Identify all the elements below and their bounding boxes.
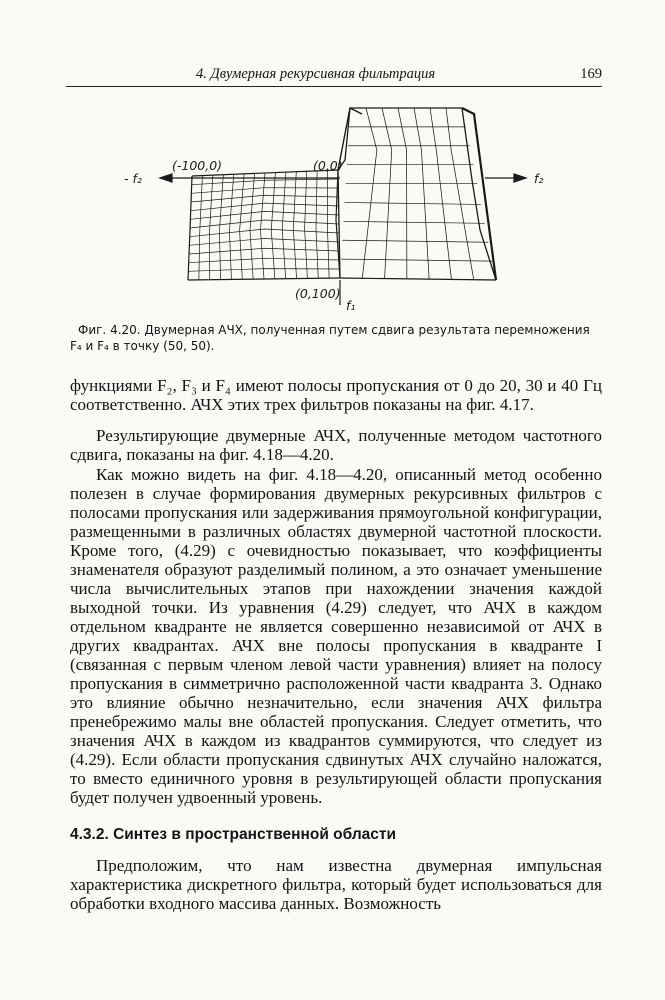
mesh-edge <box>271 173 275 279</box>
label-point-left: (-100,0) <box>172 158 223 173</box>
mesh-edge <box>188 269 340 272</box>
mesh-edge <box>191 188 338 194</box>
label-minus-f2: - f₂ <box>124 171 142 186</box>
running-head: 4. Двумерная рекурсивная фильтрация <box>196 66 436 82</box>
page-number: 169 <box>580 66 602 82</box>
mesh-edge <box>398 108 407 279</box>
mesh-edge <box>462 108 496 280</box>
mesh-edge <box>446 108 474 280</box>
page-header <box>66 66 602 87</box>
figure-3d-frequency-response <box>100 100 570 320</box>
mesh-edge <box>190 220 339 228</box>
label-f2: f₂ <box>534 171 544 186</box>
arrow-right-icon <box>514 174 526 182</box>
mesh-edge <box>340 278 496 280</box>
axes <box>160 174 526 305</box>
paragraph: функциями F₂, F₃ и F₄ имеют полосы пропускания от 0 до 20, 30 и 40 Гц соответственно. АЧХ этих трех фильтров показаны на фиг. 4.17. <box>70 376 602 414</box>
mesh-line <box>341 259 492 261</box>
mesh-edge <box>199 176 203 280</box>
mesh-edge <box>362 108 377 278</box>
mesh-edge <box>261 173 266 279</box>
mesh-edge <box>192 179 339 185</box>
mesh-edge <box>219 175 223 280</box>
label-point-origin: (0,0) <box>313 158 343 173</box>
paragraph: Предположим, что нам известна двумерная импульсная характеристика дискретного фильтра, который будет использоваться для обработки входного массива данных. Возможность <box>70 856 602 913</box>
figure-caption: Фиг. 4.20. Двумерная АЧХ, полученная путем сдвига результата перемножения F₄ и F₄ в точку (50, 50). <box>70 323 590 353</box>
mesh-edge <box>327 170 329 278</box>
mesh-edge <box>305 171 308 278</box>
mesh-line <box>342 240 488 242</box>
mesh-edge <box>430 108 451 279</box>
surface-mesh <box>188 108 496 280</box>
label-f1: f₁ <box>346 298 356 313</box>
figure-labels <box>124 158 543 313</box>
mesh-edge <box>250 173 255 279</box>
mesh-edge <box>210 175 213 280</box>
mesh-edge <box>462 108 496 280</box>
section-heading: 4.3.2. Синтез в пространственной области <box>70 826 397 843</box>
label-point-bottom: (0,100) <box>295 286 341 301</box>
arrow-left-icon <box>160 174 172 182</box>
mesh-edge <box>189 258 340 262</box>
paragraph: Результирующие двумерные АЧХ, полученные методом частотного сдвига, показаны на фиг. 4.18—4.20. <box>70 426 602 464</box>
mesh-edge <box>382 108 392 279</box>
mesh-edge <box>190 229 340 237</box>
mesh-edge <box>316 171 318 278</box>
mesh-edge <box>282 172 286 279</box>
paragraph: Как можно видеть на фиг. 4.18—4.20, описанный метод особенно полезен в случае формирования двумерных рекурсивных фильтров с полосами пропускания или задерживания прямоугольной конфигурации, размещенными в различных областях двумерной частотной плоскости. Кроме того, (4.29) с очевидностью показывает, что коэффициенты знаменателя образуют разделимый полином, а это означает уменьшение числа вычислительных этапов при нахождении значения каждой выходной точки. Из уравнения (4.29) следует, что АЧХ в каждом отдельном квадранте не является совершенно независимой от АЧХ в других квадрантах. АЧХ вне полосы пропускания в квадранте I (связанная с первым членом левой части уравнения) влияет на полосу пропускания в симметрично расположенной части квадранта 3. Однако это влияние обычно незначительно, если значения АЧХ фильтра пренебрежимо малы вне областей пропускания. Следует отметить, что значения АЧХ в каждом из квадрантов суммируются, что следует из (4.29). Если области пропускания сдвинутых АЧХ случайно наложатся, то вместо единичного уровня в результирующей области пропускания будет получен удвоенный уровень. <box>70 465 602 807</box>
mesh-edge <box>338 108 350 278</box>
mesh-edge <box>414 108 429 279</box>
